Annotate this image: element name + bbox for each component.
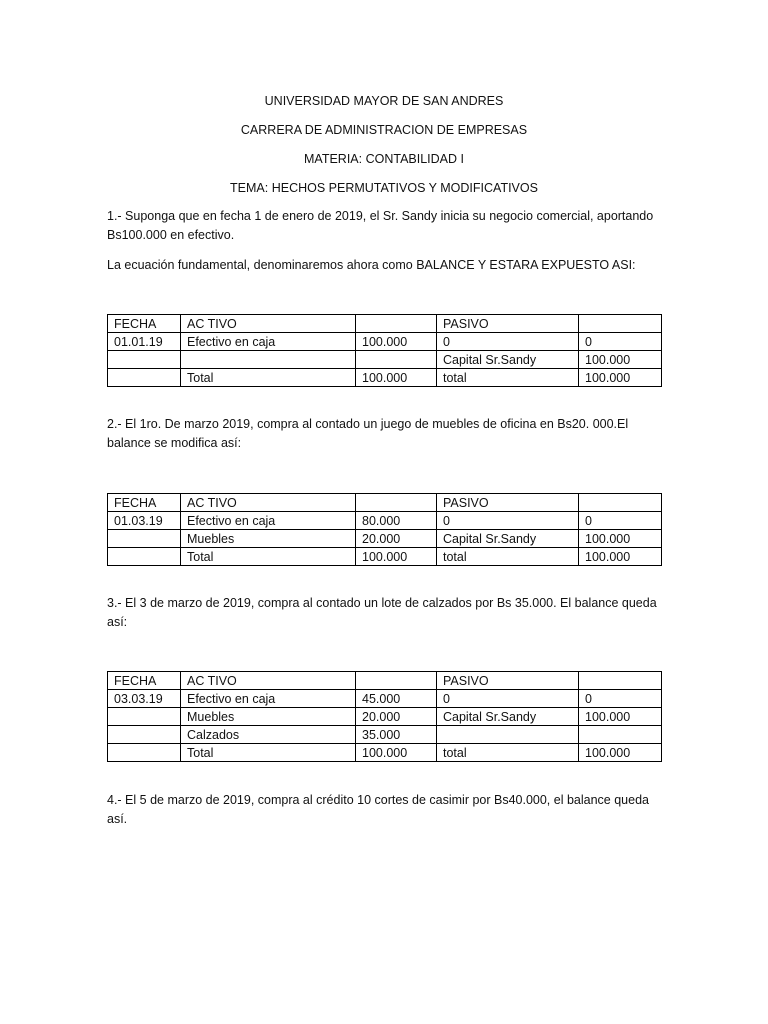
table-header-row [108, 315, 662, 333]
table-cell: Efectivo en caja [181, 333, 356, 351]
table-cell [108, 708, 181, 726]
table-cell: 0 [437, 333, 579, 351]
table-cell: 0 [437, 512, 579, 530]
table-row [108, 530, 662, 548]
paragraph-3-line-1: 3.- El 3 de marzo de 2019, compra al contado un lote de calzados por Bs 35.000. El balance queda [107, 596, 657, 610]
table-cell: 03.03.19 [108, 690, 181, 708]
table-cell [356, 672, 437, 690]
table-cell: FECHA [108, 315, 181, 333]
table-row [108, 548, 662, 566]
table-cell: 100.000 [579, 708, 662, 726]
table-cell: Capital Sr.Sandy [437, 530, 579, 548]
paragraph-4-line-2: así. [107, 812, 128, 826]
table-row [108, 512, 662, 530]
table-cell: 01.01.19 [108, 333, 181, 351]
table-row [108, 369, 662, 387]
table-row [108, 690, 662, 708]
paragraph-1-line-1: 1.- Suponga que en fecha 1 de enero de 2019, el Sr. Sandy inicia su negocio comercial, aportando [107, 209, 654, 223]
paragraph-2-line-2: balance se modifica así: [107, 436, 242, 450]
table-cell: Total [181, 369, 356, 387]
table-cell: Muebles [181, 530, 356, 548]
table-cell [108, 351, 181, 369]
table-cell [579, 315, 662, 333]
table-cell [356, 494, 437, 512]
paragraph-1 [107, 207, 667, 245]
table-cell [108, 548, 181, 566]
table-row [108, 726, 662, 744]
table-cell [579, 672, 662, 690]
table-cell: 100.000 [356, 369, 437, 387]
table-cell: 100.000 [579, 530, 662, 548]
table-cell: 35.000 [356, 726, 437, 744]
paragraph-2 [107, 415, 667, 453]
table-cell: AC TIVO [181, 672, 356, 690]
table-cell: PASIVO [437, 494, 579, 512]
table-cell [108, 726, 181, 744]
table-cell [181, 351, 356, 369]
table-cell: Total [181, 744, 356, 762]
subject-heading: MATERIA: CONTABILIDAD I [304, 152, 464, 166]
table-cell [579, 494, 662, 512]
table-cell: 100.000 [579, 369, 662, 387]
table-cell: Total [181, 548, 356, 566]
table-cell: 100.000 [579, 351, 662, 369]
table-cell: AC TIVO [181, 494, 356, 512]
table-cell [108, 369, 181, 387]
paragraph-intro-line: La ecuación fundamental, denominaremos ahora como BALANCE Y ESTARA EXPUESTO ASI: [107, 258, 636, 272]
balance-table-1 [107, 314, 662, 387]
table-cell [437, 726, 579, 744]
table-cell: Efectivo en caja [181, 512, 356, 530]
paragraph-intro [107, 256, 667, 275]
table-cell [579, 726, 662, 744]
table-cell: 100.000 [579, 744, 662, 762]
career-heading: CARRERA DE ADMINISTRACION DE EMPRESAS [240, 123, 528, 137]
table-cell: PASIVO [437, 672, 579, 690]
table-cell: total [437, 744, 579, 762]
table-header-row [108, 494, 662, 512]
table-cell: 0 [579, 690, 662, 708]
table-cell [108, 530, 181, 548]
paragraph-4-line-1: 4.- El 5 de marzo de 2019, compra al crédito 10 cortes de casimir por Bs40.000, el balance queda [107, 793, 649, 807]
table-cell: 100.000 [356, 548, 437, 566]
table-cell [356, 351, 437, 369]
table-cell: 20.000 [356, 530, 437, 548]
paragraph-2-line-1: 2.- El 1ro. De marzo 2019, compra al contado un juego de muebles de oficina en Bs20. 000.El [107, 417, 629, 431]
table-cell: 100.000 [579, 548, 662, 566]
table-cell [108, 744, 181, 762]
paragraph-4 [107, 791, 667, 829]
balance-table-3 [107, 671, 662, 762]
table-cell: FECHA [108, 672, 181, 690]
table-cell: 20.000 [356, 708, 437, 726]
table-cell: 45.000 [356, 690, 437, 708]
table-cell: 100.000 [356, 744, 437, 762]
topic-heading: TEMA: HECHOS PERMUTATIVOS Y MODIFICATIVOS [230, 181, 538, 195]
table-cell: 0 [579, 512, 662, 530]
table-cell: Calzados [181, 726, 356, 744]
table-cell: 01.03.19 [108, 512, 181, 530]
table-cell: 100.000 [356, 333, 437, 351]
paragraph-3 [107, 594, 667, 632]
paragraph-1-line-2: Bs100.000 en efectivo. [107, 228, 235, 242]
table-cell: 80.000 [356, 512, 437, 530]
table-cell: Capital Sr.Sandy [437, 708, 579, 726]
university-heading: UNIVERSIDAD MAYOR DE SAN ANDRES [264, 94, 504, 108]
table-cell: 0 [579, 333, 662, 351]
table-cell: 0 [437, 690, 579, 708]
table-cell: total [437, 548, 579, 566]
balance-table-2 [107, 493, 662, 566]
table-cell: total [437, 369, 579, 387]
table-row [108, 333, 662, 351]
paragraph-3-line-2: así: [107, 615, 128, 629]
table-row [108, 351, 662, 369]
table-row [108, 708, 662, 726]
table-cell [356, 315, 437, 333]
table-cell: PASIVO [437, 315, 579, 333]
table-cell: AC TIVO [181, 315, 356, 333]
table-cell: FECHA [108, 494, 181, 512]
table-cell: Capital Sr.Sandy [437, 351, 579, 369]
table-cell: Muebles [181, 708, 356, 726]
table-row [108, 744, 662, 762]
table-cell: Efectivo en caja [181, 690, 356, 708]
table-header-row [108, 672, 662, 690]
